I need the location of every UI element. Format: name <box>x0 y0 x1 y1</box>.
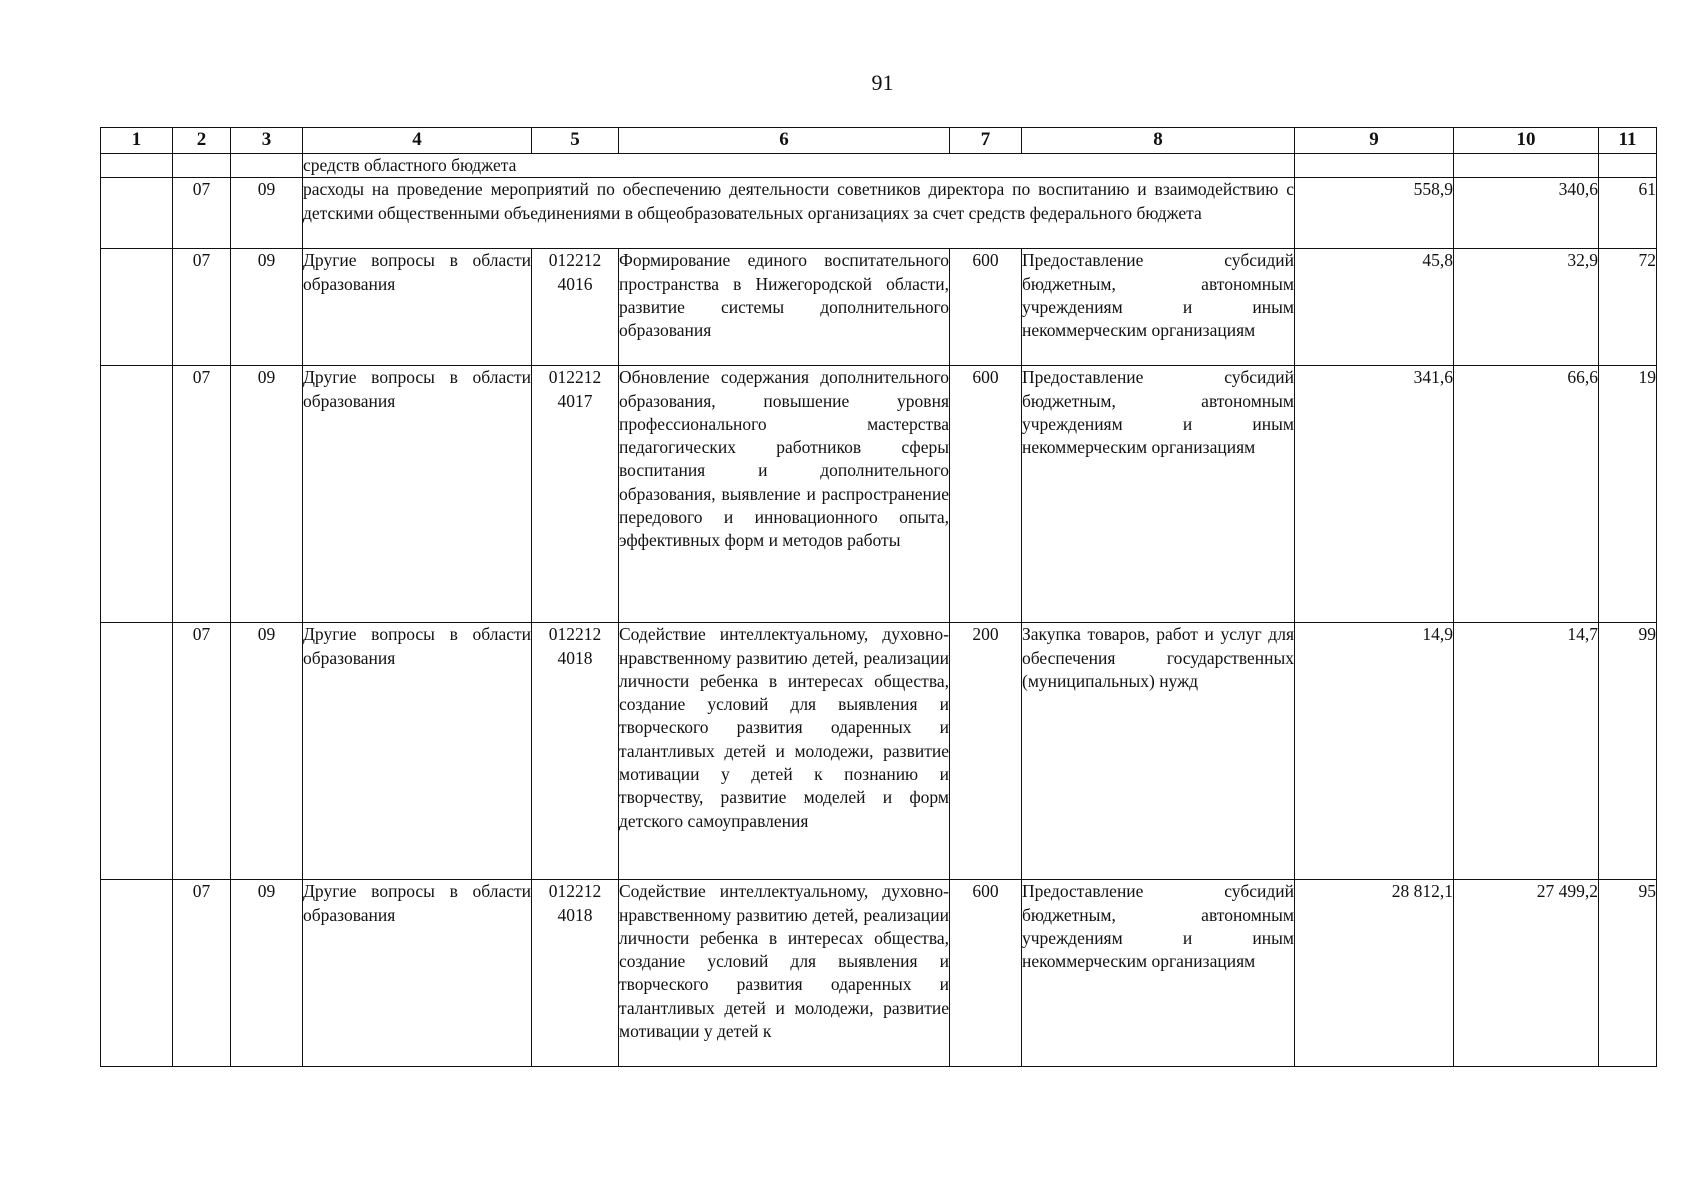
target-article-code: 012212 4018 <box>532 623 619 880</box>
expense-type-code: 600 <box>950 880 1022 1067</box>
budget-table <box>100 127 1657 1067</box>
value-col-11: 72 <box>1599 249 1657 366</box>
section-name: Другие вопросы в области образования <box>303 249 532 366</box>
section-code: 07 <box>173 178 231 249</box>
value-col-10: 340,6 <box>1454 178 1599 249</box>
table-row <box>101 880 1657 1067</box>
value-col-10: 14,7 <box>1454 623 1599 880</box>
expense-type-code: 600 <box>950 366 1022 623</box>
target-article-code: 012212 4018 <box>532 880 619 1067</box>
value-col-10: 32,9 <box>1454 249 1599 366</box>
subsection-code: 09 <box>231 366 303 623</box>
section-code: 07 <box>173 880 231 1067</box>
section-name: Другие вопросы в области образования <box>303 366 532 623</box>
subtotal-row <box>101 178 1657 249</box>
header-col-11: 11 <box>1599 128 1657 154</box>
article-name: Формирование единого воспитательного пространства в Нижегородской области, развитие системы дополнительного образования <box>619 249 950 366</box>
subsection-code: 09 <box>231 178 303 249</box>
value-col-11: 19 <box>1599 366 1657 623</box>
table-row <box>101 249 1657 366</box>
expense-type-name: Предоставление субсидий бюджетным, автономным учреждениям и иным некоммерческим организациям <box>1022 880 1295 1067</box>
value-col-9: 45,8 <box>1295 249 1454 366</box>
header-col-9: 9 <box>1295 128 1454 154</box>
value-col-11: 95 <box>1599 880 1657 1067</box>
section-name: Другие вопросы в области образования <box>303 623 532 880</box>
expense-type-name: Закупка товаров, работ и услуг для обеспечения государственных (муниципальных) нужд <box>1022 623 1295 880</box>
continuation-text: средств областного бюджета <box>303 154 1295 178</box>
expense-type-code: 200 <box>950 623 1022 880</box>
header-col-1: 1 <box>101 128 173 154</box>
subsection-code: 09 <box>231 880 303 1067</box>
value-col-9: 341,6 <box>1295 366 1454 623</box>
section-code: 07 <box>173 249 231 366</box>
table-row <box>101 623 1657 880</box>
expense-type-code: 600 <box>950 249 1022 366</box>
value-col-9: 14,9 <box>1295 623 1454 880</box>
table-row <box>101 366 1657 623</box>
header-col-4: 4 <box>303 128 532 154</box>
expense-type-name: Предоставление субсидий бюджетным, автономным учреждениям и иным некоммерческим организациям <box>1022 249 1295 366</box>
header-row <box>101 128 1657 154</box>
article-name: Обновление содержания дополнительного образования, повышение уровня профессионального мастерства педагогических работников сферы воспитания и дополнительного образования, выявление и распространение передового и инновационного опыта, эффективных форм и методов работы <box>619 366 950 623</box>
article-name: Содействие интеллектуальному, духовно-нравственному развитию детей, реализации личности ребенка в интересах общества, создание условий для выявления и творческого развития одаренных и талантливых детей и молодежи, развитие мотивации у детей к <box>619 880 950 1067</box>
header-col-5: 5 <box>532 128 619 154</box>
article-name: Содействие интеллектуальному, духовно-нравственному развитию детей, реализации личности ребенка в интересах общества, создание условий для выявления и творческого развития одаренных и талантливых детей и молодежи, развитие мотивации у детей к познанию и творчеству, развитие моделей и форм детского самоуправления <box>619 623 950 880</box>
continuation-row <box>101 154 1657 178</box>
target-article-code: 012212 4016 <box>532 249 619 366</box>
subtotal-description: расходы на проведение мероприятий по обеспечению деятельности советников директора по воспитанию и взаимодействию с детскими общественными объединениями в общеобразовательных организациях за счет средств федерального бюджета <box>303 178 1295 249</box>
header-col-7: 7 <box>950 128 1022 154</box>
section-code: 07 <box>173 623 231 880</box>
header-col-2: 2 <box>173 128 231 154</box>
value-col-10: 66,6 <box>1454 366 1599 623</box>
header-col-6: 6 <box>619 128 950 154</box>
header-col-3: 3 <box>231 128 303 154</box>
section-name: Другие вопросы в области образования <box>303 880 532 1067</box>
value-col-9: 558,9 <box>1295 178 1454 249</box>
value-col-11: 61 <box>1599 178 1657 249</box>
subsection-code: 09 <box>231 623 303 880</box>
subsection-code: 09 <box>231 249 303 366</box>
value-col-11: 99 <box>1599 623 1657 880</box>
target-article-code: 012212 4017 <box>532 366 619 623</box>
expense-type-name: Предоставление субсидий бюджетным, автономным учреждениям и иным некоммерческим организациям <box>1022 366 1295 623</box>
header-col-8: 8 <box>1022 128 1295 154</box>
value-col-10: 27 499,2 <box>1454 880 1599 1067</box>
value-col-9: 28 812,1 <box>1295 880 1454 1067</box>
page-number: 91 <box>871 70 894 95</box>
header-col-10: 10 <box>1454 128 1599 154</box>
section-code: 07 <box>173 366 231 623</box>
